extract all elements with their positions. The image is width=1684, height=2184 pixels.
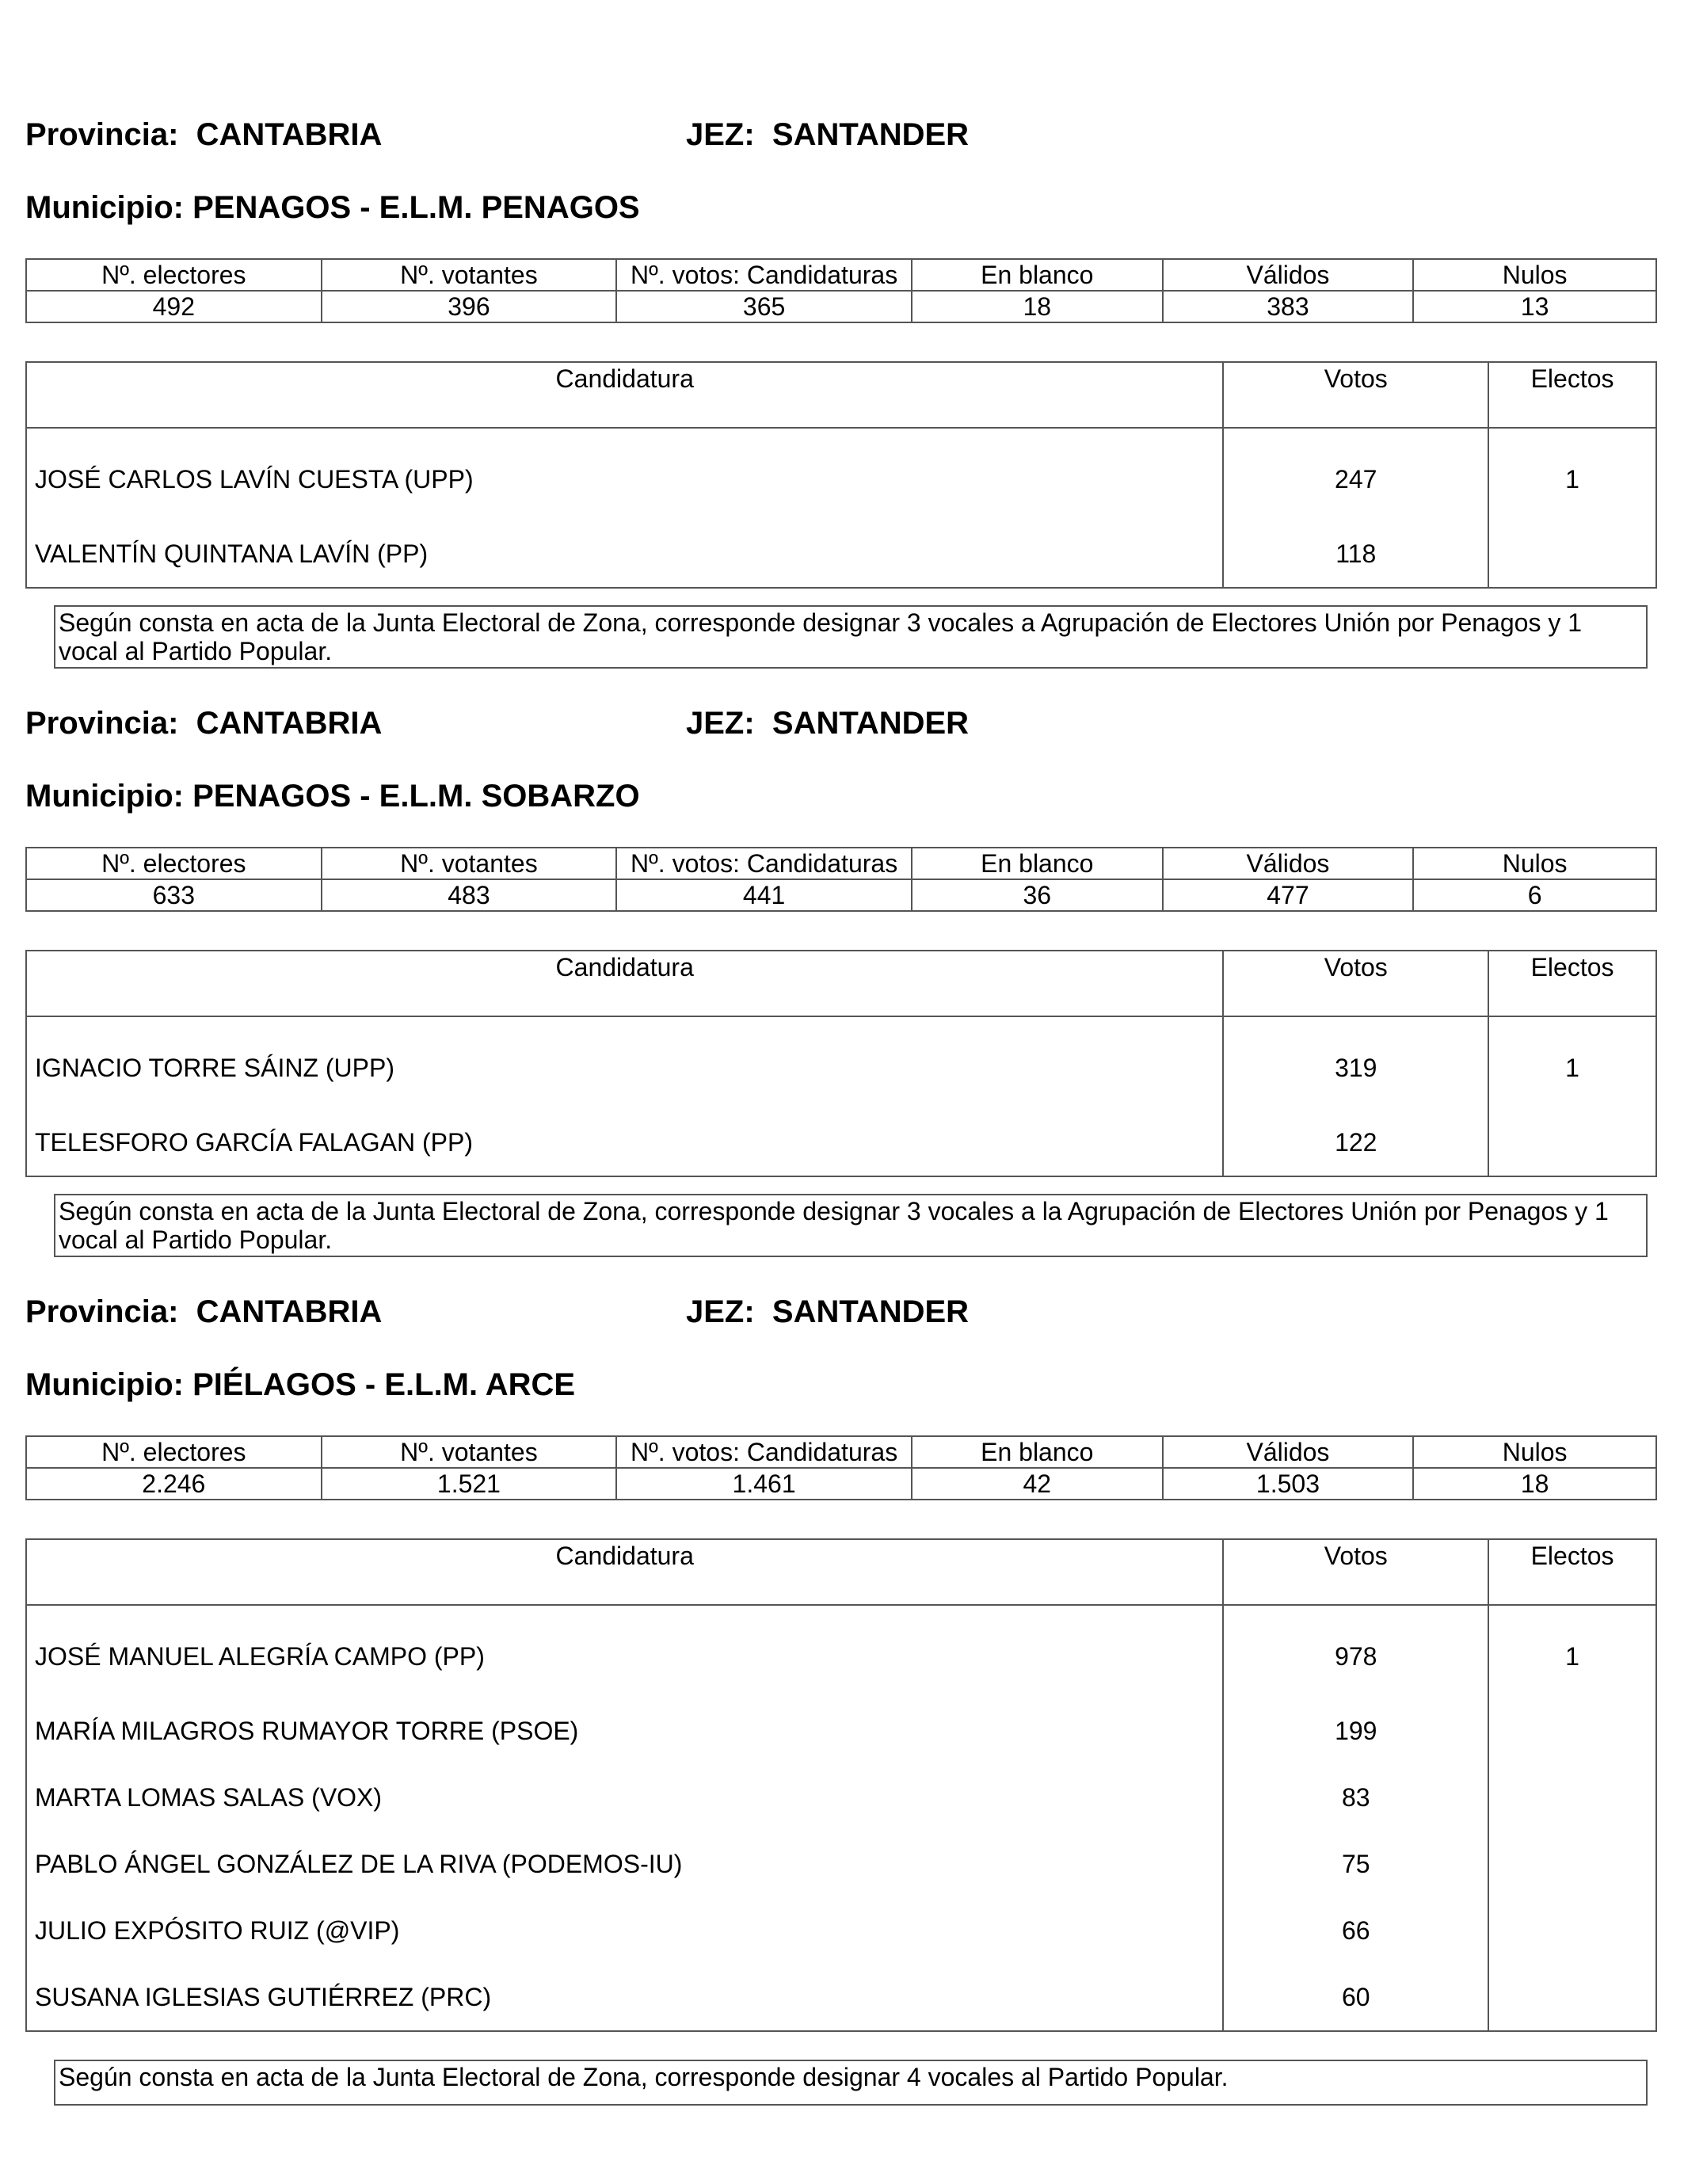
candidate-electos [1488, 1831, 1656, 1897]
header-votantes: Nº. votantes [322, 1436, 617, 1468]
candidate-name: JOSÉ CARLOS LAVÍN CUESTA (UPP) [26, 428, 1223, 520]
value-en-blanco: 18 [912, 291, 1163, 322]
candidate-name: PABLO ÁNGEL GONZÁLEZ DE LA RIVA (PODEMOS-IU) [26, 1831, 1223, 1897]
candidate-electos [1488, 1698, 1656, 1764]
value-votos-candidaturas: 365 [616, 291, 912, 322]
candidate-name: MARTA LOMAS SALAS (VOX) [26, 1764, 1223, 1831]
candidate-votes: 83 [1223, 1764, 1488, 1831]
section-sobarzo [0, 589, 1684, 1254]
value-validos: 1.503 [1163, 1468, 1414, 1500]
municipio-line: Municipio: PENAGOS - E.L.M. PENAGOS [25, 190, 640, 225]
header-electos: Electos [1488, 362, 1656, 428]
candidate-name: VALENTÍN QUINTANA LAVÍN (PP) [26, 520, 1223, 588]
summary-table [25, 847, 1657, 912]
header-candidatura: Candidatura [26, 1539, 1223, 1605]
candidate-electos [1488, 520, 1656, 588]
header-votantes: Nº. votantes [322, 848, 617, 879]
candidate-row [26, 1764, 1656, 1831]
header-electores: Nº. electores [26, 848, 322, 879]
provincia-line: Provincia: CANTABRIA [25, 1294, 383, 1329]
candidate-electos: 1 [1488, 1016, 1656, 1109]
header-validos: Válidos [1163, 1436, 1414, 1468]
candidate-row [26, 428, 1656, 520]
value-votantes: 483 [322, 879, 617, 911]
candidate-electos [1488, 1109, 1656, 1176]
header-votos-candidaturas: Nº. votos: Candidaturas [616, 259, 912, 291]
candidate-electos [1488, 1897, 1656, 1964]
candidate-electos: 1 [1488, 428, 1656, 520]
jez-line: JEZ: SANTANDER [686, 117, 970, 152]
candidate-row [26, 520, 1656, 588]
header-votos: Votos [1223, 951, 1488, 1016]
header-validos: Válidos [1163, 848, 1414, 879]
candidate-row [26, 1109, 1656, 1176]
summary-table [25, 1435, 1657, 1500]
value-electores: 633 [26, 879, 322, 911]
header-nulos: Nulos [1413, 848, 1656, 879]
value-en-blanco: 36 [912, 879, 1163, 911]
section-penagos [0, 0, 1684, 665]
candidate-votes: 75 [1223, 1831, 1488, 1897]
candidate-electos [1488, 1764, 1656, 1831]
candidate-name: IGNACIO TORRE SÁINZ (UPP) [26, 1016, 1223, 1109]
header-votos: Votos [1223, 1539, 1488, 1605]
header-candidatura: Candidatura [26, 951, 1223, 1016]
jez-line: JEZ: SANTANDER [686, 1294, 970, 1329]
summary-header-row [26, 259, 1656, 291]
value-nulos: 13 [1413, 291, 1656, 322]
candidate-votes: 66 [1223, 1897, 1488, 1964]
header-electos: Electos [1488, 951, 1656, 1016]
candidate-name: TELESFORO GARCÍA FALAGAN (PP) [26, 1109, 1223, 1176]
section-arce [0, 1177, 1684, 2128]
municipio-line: Municipio: PENAGOS - E.L.M. SOBARZO [25, 779, 640, 814]
header-nulos: Nulos [1413, 259, 1656, 291]
candidate-electos [1488, 1964, 1656, 2031]
provincia-line: Provincia: CANTABRIA [25, 117, 383, 152]
header-validos: Válidos [1163, 259, 1414, 291]
candidate-row [26, 1831, 1656, 1897]
candidate-name: JULIO EXPÓSITO RUIZ (@VIP) [26, 1897, 1223, 1964]
candidates-table [25, 1538, 1657, 2032]
candidate-row [26, 1605, 1656, 1698]
header-votantes: Nº. votantes [322, 259, 617, 291]
summary-table [25, 258, 1657, 323]
candidate-votes: 319 [1223, 1016, 1488, 1109]
header-en-blanco: En blanco [912, 848, 1163, 879]
header-candidatura: Candidatura [26, 362, 1223, 428]
candidate-name: MARÍA MILAGROS RUMAYOR TORRE (PSOE) [26, 1698, 1223, 1764]
header-electos: Electos [1488, 1539, 1656, 1605]
header-electores: Nº. electores [26, 1436, 322, 1468]
candidate-votes: 199 [1223, 1698, 1488, 1764]
note-box: Según consta en acta de la Junta Electoral de Zona, corresponde designar 4 vocales al Partido Popular. [54, 2060, 1648, 2106]
header-votos-candidaturas: Nº. votos: Candidaturas [616, 848, 912, 879]
candidate-row [26, 1016, 1656, 1109]
value-nulos: 6 [1413, 879, 1656, 911]
candidate-votes: 60 [1223, 1964, 1488, 2031]
candidate-row [26, 1698, 1656, 1764]
candidate-electos: 1 [1488, 1605, 1656, 1698]
value-nulos: 18 [1413, 1468, 1656, 1500]
header-votos-candidaturas: Nº. votos: Candidaturas [616, 1436, 912, 1468]
candidate-row [26, 1897, 1656, 1964]
header-votos: Votos [1223, 362, 1488, 428]
candidate-name: SUSANA IGLESIAS GUTIÉRREZ (PRC) [26, 1964, 1223, 2031]
header-nulos: Nulos [1413, 1436, 1656, 1468]
value-votos-candidaturas: 1.461 [616, 1468, 912, 1500]
header-en-blanco: En blanco [912, 259, 1163, 291]
value-votantes: 396 [322, 291, 617, 322]
note-box: Según consta en acta de la Junta Electoral de Zona, corresponde designar 3 vocales a Agrupación de Electores Unión por Penagos y 1 vocal al Partido Popular. [54, 605, 1648, 669]
candidates-table [25, 361, 1657, 589]
note-box: Según consta en acta de la Junta Electoral de Zona, corresponde designar 3 vocales a la Agrupación de Electores Unión por Penagos y 1 vocal al Partido Popular. [54, 1194, 1648, 1257]
summary-value-row [26, 1468, 1656, 1500]
value-en-blanco: 42 [912, 1468, 1163, 1500]
candidates-header-row [26, 362, 1656, 428]
candidate-votes: 247 [1223, 428, 1488, 520]
summary-value-row [26, 879, 1656, 911]
candidate-name: JOSÉ MANUEL ALEGRÍA CAMPO (PP) [26, 1605, 1223, 1698]
candidate-votes: 978 [1223, 1605, 1488, 1698]
summary-header-row [26, 848, 1656, 879]
candidate-votes: 118 [1223, 520, 1488, 588]
summary-value-row [26, 291, 1656, 322]
candidates-header-row [26, 1539, 1656, 1605]
candidates-table [25, 950, 1657, 1177]
value-electores: 2.246 [26, 1468, 322, 1500]
value-validos: 383 [1163, 291, 1414, 322]
candidate-votes: 122 [1223, 1109, 1488, 1176]
municipio-line: Municipio: PIÉLAGOS - E.L.M. ARCE [25, 1367, 576, 1402]
value-validos: 477 [1163, 879, 1414, 911]
candidate-row [26, 1964, 1656, 2031]
value-votos-candidaturas: 441 [616, 879, 912, 911]
value-votantes: 1.521 [322, 1468, 617, 1500]
header-electores: Nº. electores [26, 259, 322, 291]
summary-header-row [26, 1436, 1656, 1468]
header-en-blanco: En blanco [912, 1436, 1163, 1468]
jez-line: JEZ: SANTANDER [686, 706, 970, 741]
candidates-header-row [26, 951, 1656, 1016]
provincia-line: Provincia: CANTABRIA [25, 706, 383, 741]
value-electores: 492 [26, 291, 322, 322]
